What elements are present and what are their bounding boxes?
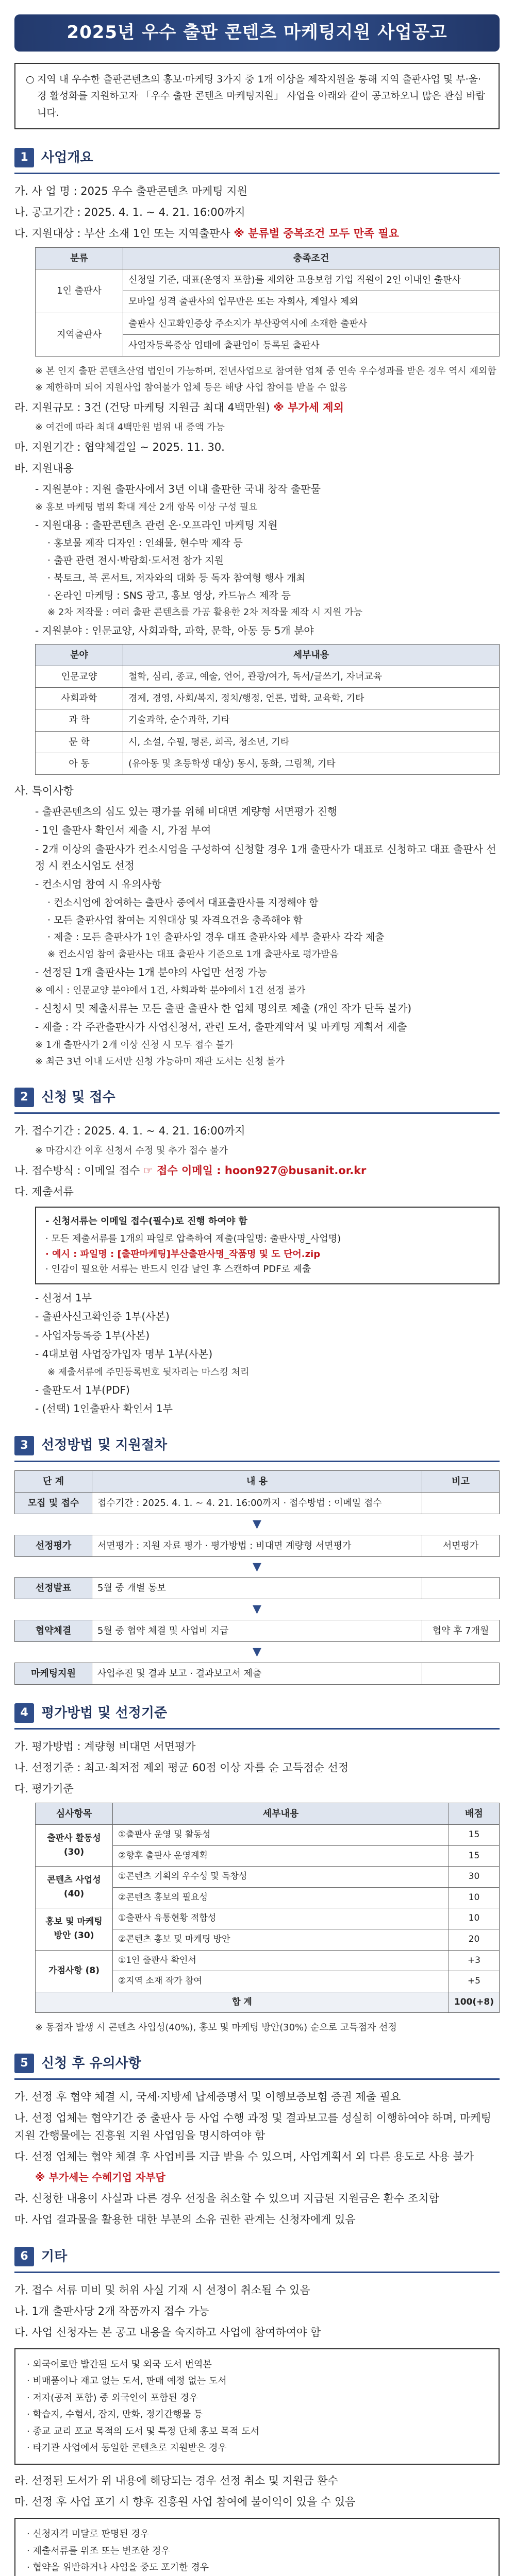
s1-item-name [14,182,500,200]
table-cell: 기술과학, 순수과학, 기타 [123,709,500,731]
eval-detail: ②콘텐츠 홍보 및 마케팅 방안 [113,1929,449,1950]
item-label: 바. 지원내용 [14,462,74,475]
table-row [15,1578,500,1599]
intro-box [14,63,500,129]
eval-points: +3 [449,1950,499,1971]
section-number: 2 [14,1088,34,1107]
s2-item-period [14,1122,500,1140]
content-line: - 컨소시엄 참여 시 유의사항 [35,878,162,891]
doc-line: - 사업자등록증 1부(사본) [35,1329,150,1342]
table-header: 심사항목 [36,1803,113,1825]
item-value: 2025. 4. 1. ~ 4. 21. 16:00까지 [84,206,245,219]
section-heading [14,2053,500,2080]
square-bullet-icon: ○ [26,74,35,85]
intro-line [26,71,488,121]
section-title: 사업개요 [41,149,93,165]
content-line: - 1인 출판사 확인서 제출 시, 가점 부여 [35,824,211,837]
eval-detail: ①출판사 유통현황 적합성 [113,1908,449,1929]
item-value: 라. 신청한 내용이 사실과 다른 경우 선정을 취소할 수 있으며 지급된 지원금은 환수 조치함 [14,2192,439,2205]
table-cell: 인문교양 [36,666,123,688]
note-line: ※ 예시 : 인문교양 분야에서 1건, 사회과학 분야에서 1건 선정 불가 [35,985,306,996]
content-line: - 선정된 1개 출판사는 1개 분야의 사업만 선정 가능 [35,966,268,979]
warning-line: · 인감이 필요한 서류는 반드시 인감 날인 후 스캔하여 PDF로 제출 [45,1264,311,1275]
table-header-row [36,1803,500,1825]
table-cell: 신청일 기준, 대표(운영자 포함)를 제외한 고용보험 가입 직원이 2인 이내인 출판사 [123,269,500,291]
item-value: 2025 우수 출판콘텐츠 마케팅 지원 [80,185,247,197]
down-arrow-icon: ▼ [253,1517,261,1531]
stage-note [422,1663,500,1684]
check-line: · 신청자격 미달로 판명된 경우 [27,2529,150,2540]
item-value [84,399,500,416]
target-table [35,247,500,357]
section-number: 3 [14,1436,34,1455]
table-header-row [36,644,500,666]
check-line: · 외국어로만 발간된 도서 및 외국 도서 번역본 [27,2359,212,2370]
section-title: 기타 [41,2248,68,2264]
table-cell: (유아동 및 초등학생 대상) 동시, 동화, 그림책, 기타 [123,753,500,774]
warning-line: · 예시 : 파일명 : [출판마케팅]부산출판사명_작품명 및 도 단어.zip [45,1248,321,1260]
s1-item-scale [14,399,500,416]
stage-content: 서면평가 : 지원 자료 평가 · 평가방법 : 비대면 계량형 서면평가 [92,1535,422,1556]
table-row [36,1825,500,1846]
table-header: 단 계 [15,1470,92,1492]
submit-email[interactable]: ☞ 접수 이메일 : hoon927@busanit.or.kr [143,1164,367,1177]
table-row [15,1620,500,1642]
content-line: - 2개 이상의 출판사가 컨소시엄을 구성하여 신청할 경우 1개 출판사가 대표로 신청하고 대표 출판사 선정 시 컨소시엄도 선정 [35,842,496,872]
eval-detail: ②콘텐츠 홍보의 필요성 [113,1887,449,1908]
procedure-table [14,1470,500,1685]
note-line: ※ 제출서류에 주민등록번호 뒷자리는 마스킹 처리 [47,1366,250,1378]
content-line: - 신청서 및 제출서류는 모든 출판 출판사 한 업체 명의로 제출 (개인 작가 단독 불가) [35,1002,412,1014]
content-line: · 북토크, 북 콘서트, 저자와의 대화 등 독자 참여형 행사 개최 [47,572,306,584]
content-line: · 제출 : 모든 출판사가 1인 출판사일 경우 대표 출판사와 세부 출판사 각각 제출 [47,931,385,943]
note-line: ※ 최근 3년 이내 도서만 신청 가능하며 재판 도서는 신청 불가 [35,1056,285,1067]
s2-item-docs [14,1183,500,1200]
item-value: 마. 사업 결과물을 활용한 대한 부분의 소유 권한 관계는 신청자에게 있음 [14,2213,356,2226]
note-line: ※ 제한하며 되어 지원사업 참여불가 업체 등은 해당 사업 참여를 받을 수 없음 [35,382,347,393]
table-header: 세부내용 [113,1803,449,1825]
s4-item-method [14,1738,500,1755]
table-cell: 문 학 [36,731,123,753]
s4-item-criteria [14,1759,500,1776]
check-line: · 타기관 사업에서 동일한 콘텐츠로 지원받은 경우 [27,2442,227,2453]
eval-category: 가점사항 (8) [36,1950,113,1992]
item-value: 다. 선정 업체는 협약 체결 후 사업비를 지급 받을 수 있으며, 사업계획서 외 다른 용도로 사용 불가 [14,2150,474,2163]
eval-detail: ①출판사 운영 및 활동성 [113,1825,449,1846]
eval-table-wrap [14,1803,500,2013]
scale-text: 3건 (건당 마케팅 지원금 최대 4백만원) [84,401,270,414]
table-row [15,1663,500,1684]
section-number: 4 [14,1703,34,1723]
item-label: 다. 제출서류 [14,1185,74,1198]
item-label: 나. 선정기준 : [14,1761,85,1774]
doc-line: - 4대보험 사업장가입자 명부 1부(사본) [35,1348,213,1361]
table-row [36,731,500,753]
eval-points: 30 [449,1867,499,1888]
stage-note [422,1492,500,1514]
note-line: ※ 1개 출판사가 2개 이상 신청 시 모두 접수 불가 [35,1039,234,1050]
item-value: 가. 선정 후 협약 체결 시, 국세·지방세 납세증명서 및 이행보증보험 증권 제출 필요 [14,2091,401,2104]
down-arrow-icon: ▼ [253,1560,261,1573]
eval-points: 10 [449,1908,499,1929]
table-row [15,1492,500,1514]
eval-category: 출판사 활동성 (30) [36,1825,113,1867]
table-header: 내 용 [92,1470,422,1492]
note-line: ※ 여건에 따라 최대 4백만원 범위 내 증액 가능 [35,422,225,433]
table-row [36,313,500,334]
s5-item [14,2148,500,2165]
doc-line: - (선택) 1인출판사 확인서 1부 [35,1402,173,1415]
stage-note: 서면평가 [422,1535,500,1556]
arrow-row [15,1556,500,1578]
s5-item [14,2109,500,2144]
scale-emph: ※ 부가세 제외 [273,401,344,414]
item-label: 마. 지원기간 : [14,441,85,454]
s4-item-standard [14,1780,500,1798]
stage-label: 마케팅지원 [15,1663,92,1684]
item-value: 다. 사업 신청자는 본 공고 내용을 숙지하고 사업에 참여하여야 함 [14,2326,321,2338]
table-header: 충족조건 [123,248,500,269]
target-emph: ※ 분류별 중복조건 모두 만족 필요 [234,227,400,240]
section-title: 선정방법 및 지원절차 [41,1437,168,1453]
stage-label: 모집 및 접수 [15,1492,92,1514]
item-label: 나. 접수방식 : 이메일 접수 [14,1164,143,1177]
doc-line: - 출판사신고확인증 1부(사본) [35,1310,170,1323]
section-title: 평가방법 및 선정기준 [41,1705,168,1721]
content-line: - 지원대용 : 출판콘텐츠 관련 온·오프라인 마케팅 지원 [35,518,278,531]
section-title: 신청 및 접수 [41,1089,115,1105]
check-line: · 종교 교리 포교 목적의 도서 및 특정 단체 홍보 목적 도서 [27,2426,260,2437]
stage-note: 협약 후 7개월 [422,1620,500,1642]
doc-line: - 출판도서 1부(PDF) [35,1383,130,1396]
item-label: 다. 지원대상 : [14,227,85,240]
item-label: 가. 평가방법 : [14,1740,85,1753]
s5-item [14,2190,500,2207]
item-value: 2025. 4. 1. ~ 4. 21. 16:00까지 [84,1125,245,1137]
table-row [36,666,500,688]
table-row [36,709,500,731]
table-header-row [36,248,500,269]
stage-note [422,1578,500,1599]
item-value: 계량형 비대면 서면평가 [84,1740,196,1753]
check-line: · 비매품이나 재고 없는 도서, 판매 예정 없는 도서 [27,2376,227,2387]
intro-text: 지역 내 우수한 출판콘텐츠의 홍보·마케팅 3가지 중 1개 이상을 제작지원을 통해 지역 출판사업 및 부·울·경 활성화를 지원하고자 「우수 출판 콘텐츠 마케팅지원」 사업을 아래와 같이 공고하오니 많은 관심 바랍니다. [37,74,486,118]
item-label: 사. 특이사항 [14,784,74,797]
eval-points: 20 [449,1929,499,1950]
content-line: - 지원분야 : 인문교양, 사회과학, 과학, 문학, 아동 등 5개 분야 [35,624,314,637]
item-label: 라. 지원규모 : [14,401,85,414]
eval-points: 15 [449,1845,499,1867]
evaluation-table [35,1803,500,2013]
table-header: 비고 [422,1470,500,1492]
s2-item-method [14,1162,500,1179]
vat-emph: ※ 부가세는 수혜기업 자부담 [35,2171,165,2184]
stage-label: 선정평가 [15,1535,92,1556]
warning-head: - 신청서류는 이메일 접수(필수)로 진행 하여야 함 [45,1216,247,1227]
content-line: · 모든 출판사업 참여는 지원대상 및 자격요건을 충족해야 함 [47,914,303,926]
s6-item [14,2302,500,2320]
content-line: · 출판 관련 전시·박람회·도서전 참가 지원 [47,555,224,567]
down-arrow-icon: ▼ [253,1603,261,1616]
note-line: ※ 컨소시엄 참여 출판사는 대표 출판사 기준으로 1개 출판사로 평가받음 [47,949,339,960]
table-row [36,1867,500,1888]
content-line: - 제출 : 각 주관출판사가 사업신청서, 관련 도서, 출판계약서 및 마케팅 계획서 제출 [35,1021,407,1033]
check-line: · 저자(공저 포함) 중 외국인이 포함된 경우 [27,2392,198,2403]
total-row [36,1992,500,2013]
table-cell: 사업자등록증상 업태에 출판업이 등록된 출판사 [123,334,500,356]
content-line: · 온라인 마케팅 : SNS 광고, 홍보 영상, 카드뉴스 제작 등 [47,589,291,601]
note-line: ※ 동점자 발생 시 콘텐츠 사업성(40%), 홍보 및 마케팅 방안(30%) 순으로 고득점자 선정 [35,2022,397,2033]
eval-detail: ②향후 출판사 운영계획 [113,1845,449,1867]
stage-label: 선정발표 [15,1578,92,1599]
item-value [84,225,500,242]
s1-item-duration [14,438,500,456]
table-cell: 경제, 경영, 사회/복지, 정치/행정, 언론, 법학, 교육학, 기타 [123,688,500,709]
s1-item-target [14,225,500,242]
note-line: ※ 2차 저작물 : 여러 출판 콘텐츠를 가공 활용한 2차 저작물 제작 시 지원 가능 [47,607,363,618]
table-cell: 1인 출판사 [36,269,123,313]
table-cell: 모바일 성격 출판사의 업무만은 또는 자회사, 계열사 제외 [123,291,500,313]
item-label: 다. 평가기준 [14,1783,74,1795]
target-table-wrap [14,247,500,357]
check-line: · 협약을 위반하거나 사업을 중도 포기한 경우 [27,2562,209,2573]
table-cell: 출판사 신고확인증상 주소지가 부산광역시에 소재한 출판사 [123,313,500,334]
item-label: 가. 접수기간 : [14,1125,85,1137]
eval-category: 콘텐츠 사업성 (40) [36,1867,113,1908]
s6-item [14,2472,500,2489]
item-value: 나. 1개 출판사당 2개 작품까지 접수 가능 [14,2304,209,2317]
table-header: 배점 [449,1803,499,1825]
s5-item [14,2211,500,2228]
note-line: ※ 마감시간 이후 신청서 수정 및 추가 접수 불가 [35,1145,228,1157]
eval-detail: ①1인 출판사 확인서 [113,1950,449,1971]
item-value: 나. 선정 업체는 협약기간 중 출판사 등 사업 수행 과정 및 결과보고를 성실히 이행하여야 하며, 마케팅 지원 간행물에는 진흥원 지원 사업임을 명시하여야 함 [14,2112,491,2142]
section-heading [14,1702,500,1730]
field-table-wrap [14,644,500,775]
item-value: 가. 접수 서류 미비 및 허위 사실 기재 시 선정이 취소될 수 있음 [14,2283,310,2296]
excluded-books-box [14,2348,500,2465]
submission-warning-box [35,1207,500,1284]
table-header: 분야 [36,644,123,666]
table-row [36,269,500,291]
check-line: · 학습지, 수험서, 잡지, 만화, 정기간행물 등 [27,2409,203,2420]
table-row [15,1535,500,1556]
eval-points: 15 [449,1825,499,1846]
target-text: 부산 소재 1인 또는 지역출판사 [84,227,230,240]
page-title: 2025년 우수 출판 콘텐츠 마케팅지원 사업공고 [14,14,500,52]
note-line: ※ 본 인지 출판 콘텐츠산업 법인이 가능하며, 전년사업으로 참여한 업체 중 연속 우수성과를 받은 경우 역시 제외함 [35,365,496,377]
section-number: 1 [14,148,34,167]
content-line: · 홍보물 제작 디자인 : 인쇄물, 현수막 제작 등 [47,537,243,549]
table-cell: 아 동 [36,753,123,774]
s5-item [14,2088,500,2106]
arrow-row [15,1599,500,1620]
section-number: 6 [14,2247,34,2266]
table-cell: 시, 소설, 수필, 평론, 희곡, 청소년, 기타 [123,731,500,753]
content-line: - 출판콘텐츠의 심도 있는 평가를 위해 비대면 계량형 서면평가 진행 [35,805,338,818]
stage-content: 5월 중 개별 통보 [92,1578,422,1599]
section-number: 5 [14,2054,34,2073]
check-line: · 제출서류를 위조 또는 변조한 경우 [27,2545,170,2556]
content-line: · 컨소시엄에 참여하는 출판사 중에서 대표출판사를 지정해야 함 [47,896,319,908]
eval-detail: ①콘텐츠 기획의 우수성 및 독창성 [113,1867,449,1888]
table-cell: 과 학 [36,709,123,731]
s1-item-period [14,204,500,221]
s1-item-special [14,782,500,800]
arrow-row [15,1514,500,1535]
table-row [36,688,500,709]
table-row [36,1950,500,1971]
eval-points: +5 [449,1971,499,1992]
eval-detail: ②지역 소재 작가 참여 [113,1971,449,1992]
table-header-row [15,1470,500,1492]
stage-content: 사업추진 및 결과 보고 · 결과보고서 제출 [92,1663,422,1684]
table-header: 분류 [36,248,123,269]
note-line: ※ 홍보 마케팅 범위 확대 계산 2개 항목 이상 구성 필요 [35,501,258,513]
s1-item-content [14,460,500,477]
total-points: 100(+8) [449,1992,499,2013]
arrow-row [15,1642,500,1663]
item-label: 가. 사 업 명 : [14,185,81,197]
table-row [36,1908,500,1929]
item-label: 나. 공고기간 : [14,206,85,219]
doc-line: - 신청서 1부 [35,1291,92,1304]
table-cell: 철학, 심리, 종교, 예술, 언어, 관광/여가, 독서/글쓰기, 자녀교육 [123,666,500,688]
field-table [35,644,500,775]
cancellation-box [14,2518,500,2576]
section-heading [14,2246,500,2273]
section-title: 신청 후 유의사항 [41,2056,141,2072]
item-value: 최고·최저점 제외 평균 60점 이상 자를 순 고득점순 선정 [84,1761,349,1774]
table-row [36,753,500,774]
eval-points: 10 [449,1887,499,1908]
table-cell: 지역출판사 [36,313,123,356]
stage-label: 협약체결 [15,1620,92,1642]
stage-content: 접수기간 : 2025. 4. 1. ~ 4. 21. 16:00까지 · 접수방법 : 이메일 접수 [92,1492,422,1514]
s6-item [14,2493,500,2511]
eval-category: 홍보 및 마케팅 방안 (30) [36,1908,113,1950]
table-cell: 사회과학 [36,688,123,709]
section-heading [14,1434,500,1462]
table-header: 세부내용 [123,644,500,666]
item-value: 협약체결일 ~ 2025. 11. 30. [84,441,225,454]
s6-item [14,2281,500,2299]
s6-item [14,2324,500,2341]
total-label: 합 계 [36,1992,449,2013]
warning-line: · 모든 제출서류를 1개의 파일로 압축하여 제출(파일명: 출판사명_사업명) [45,1233,341,1244]
item-value: 라. 선정된 도서가 위 내용에 해당되는 경우 선정 취소 및 지원금 환수 [14,2475,338,2487]
content-line: - 지원분야 : 지원 출판사에서 3년 이내 출판한 국내 창작 출판물 [35,483,321,496]
stage-content: 5월 중 협약 체결 및 사업비 지급 [92,1620,422,1642]
section-heading [14,1087,500,1114]
down-arrow-icon: ▼ [253,1646,261,1659]
item-value: 마. 선정 후 사업 포기 시 향후 진흥원 사업 참여에 불이익이 있을 수 있음 [14,2496,356,2509]
section-heading [14,147,500,174]
